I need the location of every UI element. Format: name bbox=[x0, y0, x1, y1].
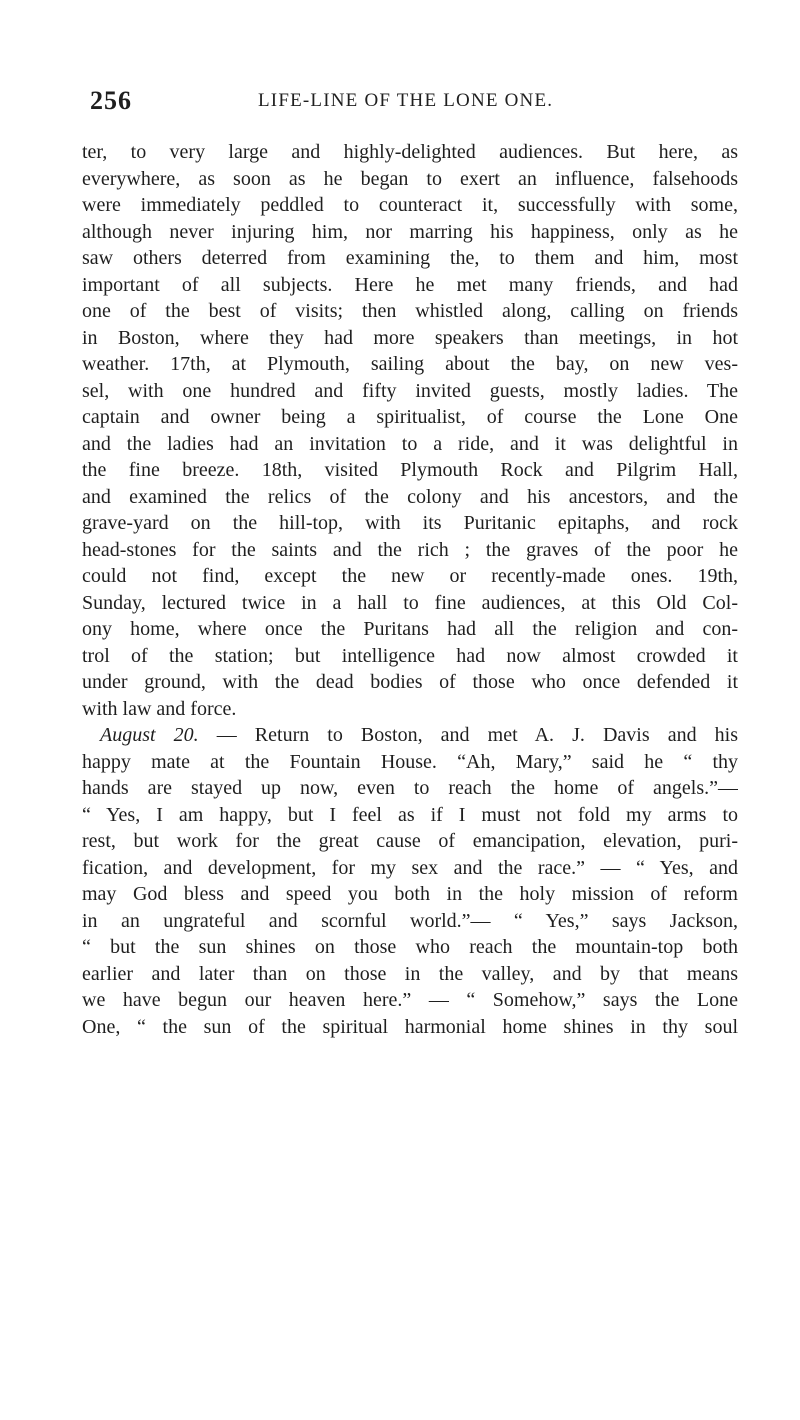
text-line: happy mate at the Fountain House. “Ah, Mary,” said he “ thy bbox=[82, 750, 738, 773]
text-line: saw others deterred from examining the, to them and him, most bbox=[82, 247, 738, 269]
page-header bbox=[90, 86, 730, 126]
text-line: “ Yes, I am happy, but I feel as if I must not fold my arms to bbox=[82, 803, 738, 826]
text-line: weather. 17th, at Plymouth, sailing about the bay, on new ves- bbox=[82, 353, 738, 375]
text-line: trol of the station; but intelligence had now almost crowded it bbox=[82, 644, 738, 667]
text-line: hands are stayed up now, even to reach the home of angels.”— bbox=[82, 777, 738, 799]
text-line: under ground, with the dead bodies of those who once defended it bbox=[82, 671, 738, 693]
text-line: and the ladies had an invitation to a ride, and it was delightful in bbox=[82, 432, 738, 455]
text-line: “ but the sun shines on those who reach the mountain-top both bbox=[82, 936, 738, 958]
text-line: and examined the relics of the colony and his ancestors, and the bbox=[82, 485, 738, 508]
paragraph-1 bbox=[82, 139, 738, 722]
text-line: fication, and development, for my sex and the race.” — “ Yes, and bbox=[82, 856, 738, 879]
text-line: earlier and later than on those in the valley, and by that means bbox=[82, 962, 738, 985]
page-number: 256 bbox=[90, 86, 132, 115]
text-line: everywhere, as soon as he began to exert an influence, falsehoods bbox=[82, 167, 738, 190]
date-heading: August 20. bbox=[100, 724, 199, 746]
text-line: captain and owner being a spiritualist, of course the Lone One bbox=[82, 406, 738, 428]
text-line bbox=[82, 722, 738, 749]
text-line: in an ungrateful and scornful world.”— “ Yes,” says Jackson, bbox=[82, 909, 738, 932]
body-text bbox=[82, 139, 738, 1040]
running-head: LIFE-LINE OF THE LONE ONE. bbox=[258, 90, 554, 111]
paragraph-2 bbox=[82, 722, 738, 1040]
line-text: — Return to Boston, and met A. J. Davis and his bbox=[198, 724, 738, 746]
text-line: although never injuring him, nor marring his happiness, only as he bbox=[82, 220, 738, 243]
text-line: the fine breeze. 18th, visited Plymouth Rock and Pilgrim Hall, bbox=[82, 459, 738, 481]
text-line: with law and force. bbox=[82, 697, 237, 720]
text-line: in Boston, where they had more speakers than meetings, in hot bbox=[82, 326, 738, 349]
text-line: important of all subjects. Here he met many friends, and had bbox=[82, 273, 738, 296]
text-line: Sunday, lectured twice in a hall to fine audiences, at this Old Col- bbox=[82, 591, 738, 614]
text-line: ony home, where once the Puritans had all the religion and con- bbox=[82, 618, 738, 640]
text-line: head-stones for the saints and the rich ; the graves of the poor he bbox=[82, 538, 738, 561]
text-line: grave-yard on the hill-top, with its Puritanic epitaphs, and rock bbox=[82, 512, 738, 534]
text-line: may God bless and speed you both in the holy mission of reform bbox=[82, 883, 738, 905]
text-line: sel, with one hundred and fifty invited guests, mostly ladies. The bbox=[82, 379, 738, 402]
text-line: we have begun our heaven here.” — “ Somehow,” says the Lone bbox=[82, 989, 738, 1011]
text-line: One, “ the sun of the spiritual harmonial home shines in thy soul bbox=[82, 1015, 738, 1038]
text-line: were immediately peddled to counteract it, successfully with some, bbox=[82, 194, 738, 216]
text-line: ter, to very large and highly-delighted audiences. But here, as bbox=[82, 141, 738, 163]
text-line: could not find, except the new or recently-made ones. 19th, bbox=[82, 565, 738, 587]
text-line: rest, but work for the great cause of emancipation, elevation, puri- bbox=[82, 830, 738, 852]
text-line: one of the best of visits; then whistled along, calling on friends bbox=[82, 300, 738, 322]
